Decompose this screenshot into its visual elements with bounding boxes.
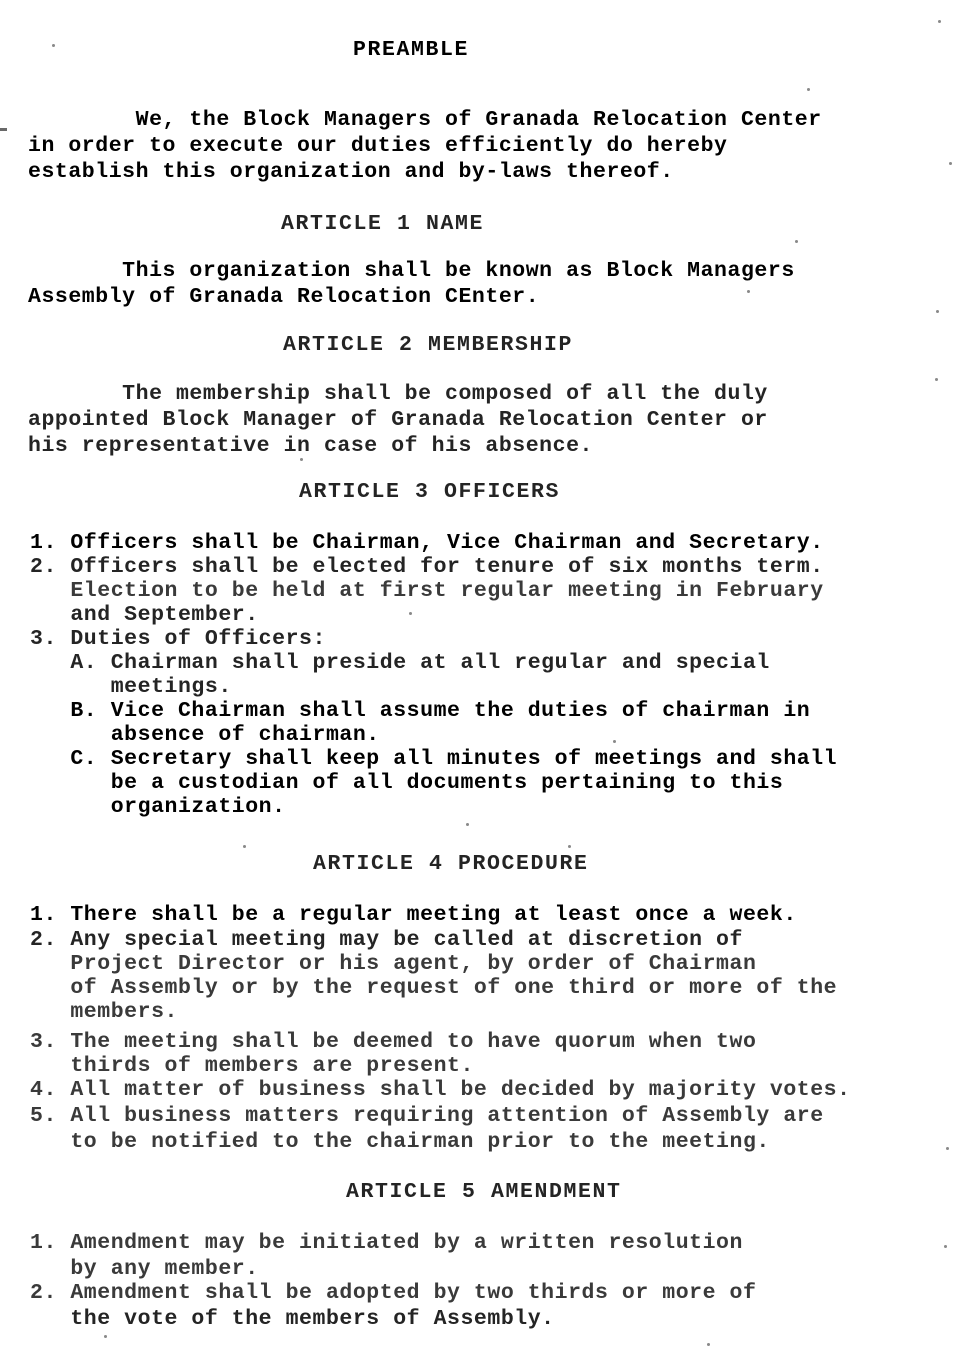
article-5-item-1: 1. Amendment may be initiated by a written resolution (30, 1231, 743, 1255)
article-3-item-3c: C. Secretary shall keep all minutes of meetings and shall (30, 747, 838, 771)
article-4-item-2: 2. Any special meeting may be called at discretion of (30, 928, 743, 952)
article-5-item-2-cont: the vote of the members of Assembly. (30, 1307, 555, 1331)
scan-speck (409, 612, 412, 615)
scan-speck (807, 88, 810, 91)
article-3-item-2: 2. Officers shall be elected for tenure of six months term. (30, 555, 824, 579)
scan-speck (52, 44, 55, 47)
article-3-item-1: 1. Officers shall be Chairman, Vice Chairman and Secretary. (30, 531, 824, 555)
article-4-item-2-cont-2: of Assembly or by the request of one third or more of the (30, 976, 838, 1000)
article-5-item-1-cont: by any member. (30, 1257, 259, 1281)
scan-speck (104, 1335, 107, 1338)
scan-speck (707, 1343, 710, 1346)
article-3-item-3: 3. Duties of Officers: (30, 627, 326, 651)
scan-speck (936, 310, 939, 313)
article-3-item-3a: A. Chairman shall preside at all regular and special (30, 651, 770, 675)
article-2-line-1: The membership shall be composed of all the duly (28, 382, 768, 406)
scan-speck (747, 290, 750, 293)
article-3-item-2-cont-1: Election to be held at first regular meeting in February (30, 579, 824, 603)
scan-speck (613, 740, 616, 743)
article-1-line-1: This organization shall be known as Block Managers (28, 259, 795, 283)
scan-speck (949, 162, 952, 165)
preamble-line-3: establish this organization and by-laws thereof. (28, 160, 674, 184)
article-3-item-3b-cont: absence of chairman. (30, 723, 380, 747)
scan-speck (466, 823, 469, 826)
article-4-item-3-cont: thirds of members are present. (30, 1054, 474, 1078)
article-4-item-4: 4. All matter of business shall be decided by majority votes. (30, 1078, 851, 1102)
preamble-line-2: in order to execute our duties efficiently do hereby (28, 134, 728, 158)
article-3-item-3c-cont-1: be a custodian of all documents pertaining to this (30, 771, 784, 795)
article-5-heading: ARTICLE 5 AMENDMENT (346, 1180, 622, 1204)
preamble-line-1: We, the Block Managers of Granada Relocation Center (28, 108, 822, 132)
article-4-item-1: 1. There shall be a regular meeting at least once a week. (30, 903, 797, 927)
scan-speck (946, 1147, 949, 1150)
article-2-line-3: his representative in case of his absence. (28, 434, 593, 458)
page-edge-mark (0, 128, 7, 131)
article-4-item-2-cont-1: Project Director or his agent, by order of Chairman (30, 952, 757, 976)
article-4-heading: ARTICLE 4 PROCEDURE (313, 852, 589, 876)
scan-speck (243, 845, 246, 848)
article-4-item-5: 5. All business matters requiring attention of Assembly are (30, 1104, 824, 1128)
article-4-item-3: 3. The meeting shall be deemed to have quorum when two (30, 1030, 757, 1054)
scan-speck (944, 1245, 947, 1248)
article-4-item-5-cont: to be notified to the chairman prior to the meeting. (30, 1130, 770, 1154)
article-2-heading: ARTICLE 2 MEMBERSHIP (283, 333, 574, 357)
scan-speck (300, 458, 303, 461)
article-3-item-3c-cont-2: organization. (30, 795, 286, 819)
article-5-item-2: 2. Amendment shall be adopted by two thirds or more of (30, 1281, 757, 1305)
article-2-line-2: appointed Block Manager of Granada Relocation Center or (28, 408, 768, 432)
article-3-item-2-cont-2: and September. (30, 603, 259, 627)
article-4-item-2-cont-3: members. (30, 1000, 178, 1024)
preamble-heading: PREAMBLE (353, 38, 470, 62)
article-3-item-3b: B. Vice Chairman shall assume the duties of chairman in (30, 699, 811, 723)
scan-speck (935, 378, 938, 381)
scan-speck (795, 240, 798, 243)
article-3-item-3a-cont: meetings. (30, 675, 232, 699)
article-1-heading: ARTICLE 1 NAME (281, 212, 485, 236)
scan-speck (938, 20, 941, 23)
scan-speck (568, 845, 571, 848)
article-1-line-2: Assembly of Granada Relocation CEnter. (28, 285, 540, 309)
article-3-heading: ARTICLE 3 OFFICERS (299, 480, 561, 504)
